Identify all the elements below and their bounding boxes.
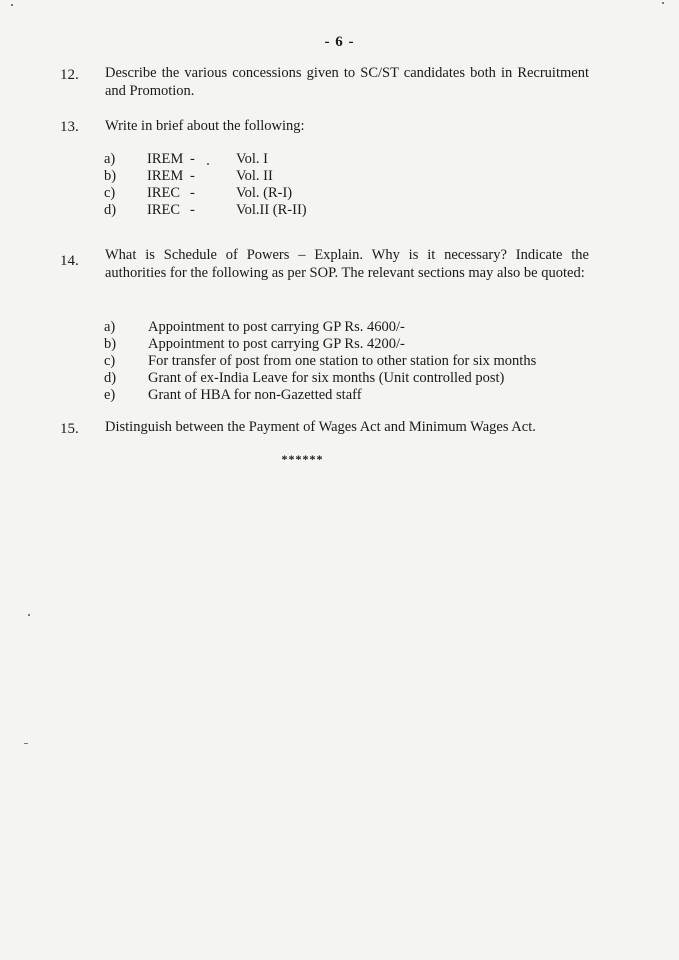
scan-speck bbox=[24, 743, 28, 744]
item-code: IREM bbox=[147, 168, 184, 184]
scan-speck bbox=[207, 163, 209, 165]
item-label: d) bbox=[104, 370, 117, 386]
question-12-text: Describe the various concessions given to SC/ST candidates both in Recruitment and Promotion. bbox=[105, 65, 589, 99]
question-14-number: 14. bbox=[60, 253, 79, 269]
item-dash: - bbox=[190, 151, 195, 167]
item-code: IREC bbox=[147, 185, 181, 201]
scan-speck bbox=[11, 4, 13, 6]
item-label: a) bbox=[104, 151, 116, 167]
item-text: For transfer of post from one station to other station for six months bbox=[148, 353, 537, 369]
item-label: e) bbox=[104, 387, 116, 403]
question-13-text: Write in brief about the following: bbox=[105, 118, 305, 134]
question-14-text: What is Schedule of Powers – Explain. Why is it necessary? Indicate the authorities for the following as per SOP. The relevant sections may also be quoted: bbox=[105, 247, 589, 281]
item-label: c) bbox=[104, 185, 116, 201]
scan-speck bbox=[28, 614, 30, 616]
question-12-number: 12. bbox=[60, 67, 79, 83]
item-volume: Vol. II bbox=[236, 168, 273, 184]
page-number: - 6 - bbox=[324, 34, 355, 50]
item-volume: Vol. (R-I) bbox=[236, 185, 293, 201]
item-volume: Vol.II (R-II) bbox=[236, 202, 307, 218]
item-label: c) bbox=[104, 353, 116, 369]
question-13-number: 13. bbox=[60, 119, 79, 135]
item-dash: - bbox=[190, 185, 195, 201]
scan-speck bbox=[662, 2, 664, 4]
item-dash: - bbox=[190, 202, 195, 218]
question-15-number: 15. bbox=[60, 421, 79, 437]
question-15-text: Distinguish between the Payment of Wages Act and Minimum Wages Act. bbox=[105, 419, 536, 435]
item-code: IREC bbox=[147, 202, 181, 218]
item-label: b) bbox=[104, 336, 117, 352]
item-code: IREM bbox=[147, 151, 184, 167]
item-text: Appointment to post carrying GP Rs. 4600/- bbox=[148, 319, 405, 335]
item-volume: Vol. I bbox=[236, 151, 268, 167]
end-marker: ****** bbox=[281, 452, 324, 466]
item-text: Grant of ex-India Leave for six months (Unit controlled post) bbox=[148, 370, 505, 386]
item-label: a) bbox=[104, 319, 116, 335]
item-dash: - bbox=[190, 168, 195, 184]
item-text: Grant of HBA for non-Gazetted staff bbox=[148, 387, 362, 403]
item-text: Appointment to post carrying GP Rs. 4200/- bbox=[148, 336, 405, 352]
item-label: d) bbox=[104, 202, 117, 218]
item-label: b) bbox=[104, 168, 117, 184]
